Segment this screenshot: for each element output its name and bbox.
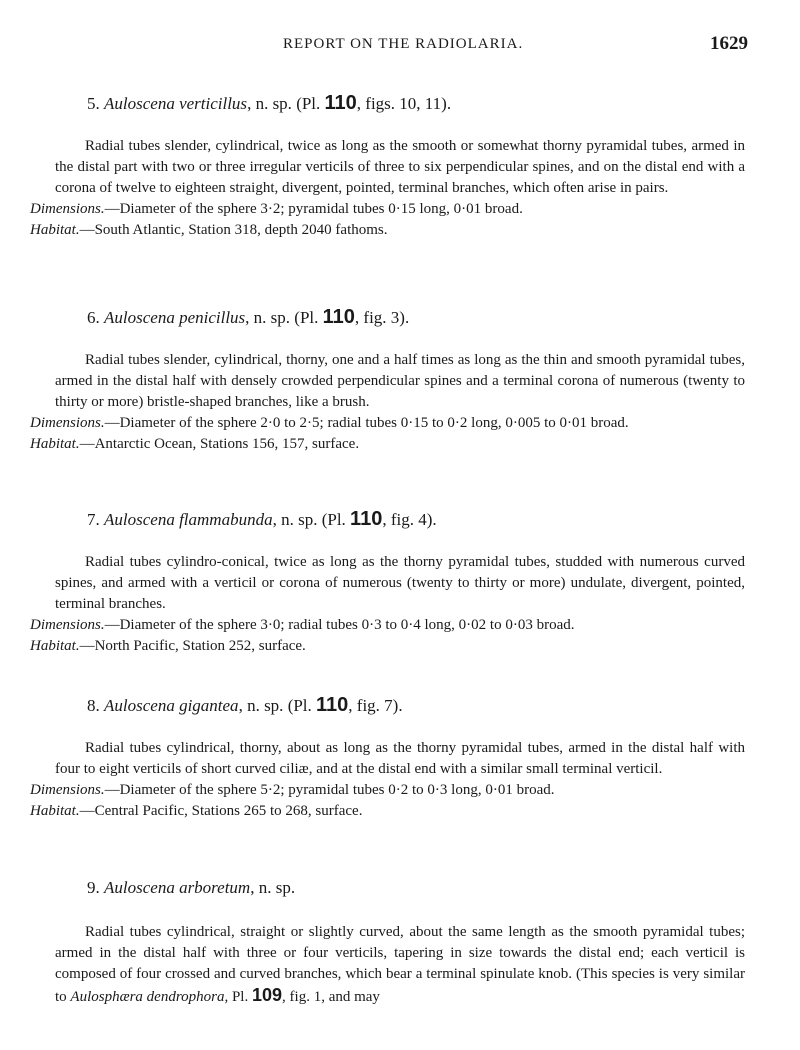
species-heading <box>0 508 800 532</box>
dimensions-line <box>0 780 690 801</box>
dimensions-line <box>0 615 690 636</box>
species-name: Auloscena verticillus <box>104 94 248 113</box>
species-description: Radial tubes slender, cylindrical, thorny, one and a half times as long as the thin and smooth pyramidal tubes, armed in the distal half with densely crowded perpendicular spines and a terminal corona of numerous (twenty to thirty or more) bristle-shaped branches, like a brush. <box>55 352 745 410</box>
dimensions-text: —Diameter of the sphere 3·2; pyramidal tubes 0·15 long, 0·01 broad. <box>104 201 523 217</box>
dimensions-label: Dimensions. <box>30 415 105 431</box>
species-number: 7. <box>87 510 100 529</box>
description-text: Radial tubes cylindrical, straight or slightly curved, about the same length as the smooth pyramidal tubes; armed in the distal half with three or four verticils, tapering in size towards the distal end; each verticil is composed of four crossed and curved branches, which bear a terminal spinulate knob. (This species is very similar to <box>55 924 745 1005</box>
plate-prefix: (Pl. <box>287 696 312 715</box>
species-heading <box>0 92 800 116</box>
plate-prefix: (Pl. <box>296 94 321 113</box>
species-number: 6. <box>87 308 100 327</box>
plate-suffix: , fig. 4). <box>382 510 437 529</box>
species-entry-6 <box>0 306 800 455</box>
plate-number: 110 <box>324 92 357 114</box>
plate-number: 110 <box>350 508 383 530</box>
species-entry-9 <box>0 878 800 1008</box>
species-name: Auloscena penicillus <box>104 308 246 327</box>
habitat-line <box>0 636 690 657</box>
habitat-label: Habitat. <box>30 436 80 452</box>
species-number: 5. <box>87 94 100 113</box>
species-number: 8. <box>87 696 100 715</box>
species-description <box>55 922 745 1008</box>
dimensions-text: —Diameter of the sphere 2·0 to 2·5; radial tubes 0·15 to 0·2 long, 0·005 to 0·01 broad. <box>104 415 629 431</box>
species-entry-5 <box>0 92 800 241</box>
species-entry-7 <box>0 508 800 657</box>
habitat-text: —Antarctic Ocean, Stations 156, 157, surface. <box>79 436 360 452</box>
habitat-label: Habitat. <box>30 638 80 654</box>
species-status: , n. sp. <box>247 94 292 113</box>
species-description: Radial tubes cylindrical, thorny, about as long as the thorny pyramidal tubes, armed in the distal half with four to eight verticils of short curved ciliæ, and at the distal end with a similar small terminal verticil. <box>55 740 745 777</box>
running-title: REPORT ON THE RADIOLARIA. <box>283 36 524 52</box>
description-text-continued: , Pl. <box>224 989 252 1005</box>
compared-species-name: Aulosphæra dendrophora <box>70 989 225 1005</box>
dimensions-label: Dimensions. <box>30 782 105 798</box>
species-status: , n. sp. <box>238 696 284 715</box>
habitat-line <box>0 220 690 241</box>
habitat-line <box>0 801 690 822</box>
habitat-text: —South Atlantic, Station 318, depth 2040 fathoms. <box>79 222 388 238</box>
habitat-text: —North Pacific, Station 252, surface. <box>79 638 306 654</box>
plate-number: 109 <box>251 985 283 1005</box>
dimensions-line <box>0 413 690 434</box>
plate-number: 110 <box>316 694 349 716</box>
habitat-text: —Central Pacific, Stations 265 to 268, surface. <box>79 803 363 819</box>
species-heading <box>0 306 800 330</box>
species-status: , n. sp. <box>272 510 318 529</box>
plate-prefix: (Pl. <box>294 308 319 327</box>
species-heading <box>0 694 800 718</box>
species-description: Radial tubes slender, cylindrical, twice as long as the smooth or somewhat thorny pyramidal tubes, armed in the distal part with two or three irregular verticils of three to six perpendicular spines, and on the distal end with a corona of twelve to eighteen straight, divergent, pointed, terminal branches, which often arise in pairs. <box>55 138 745 196</box>
species-heading <box>0 878 800 902</box>
species-name: Auloscena flammabunda <box>104 510 273 529</box>
dimensions-label: Dimensions. <box>30 201 105 217</box>
habitat-label: Habitat. <box>30 803 80 819</box>
species-status: , n. sp. <box>245 308 291 327</box>
species-number: 9. <box>87 878 100 897</box>
description-text-end: , fig. 1, and may <box>282 989 380 1005</box>
plate-suffix: , fig. 3). <box>354 308 410 327</box>
plate-prefix: (Pl. <box>321 510 346 529</box>
dimensions-text: —Diameter of the sphere 3·0; radial tubes 0·3 to 0·4 long, 0·02 to 0·03 broad. <box>104 617 575 633</box>
habitat-line <box>0 434 690 455</box>
species-entry-8 <box>0 694 800 822</box>
dimensions-label: Dimensions. <box>30 617 105 633</box>
plate-suffix: , fig. 7). <box>348 696 403 715</box>
dimensions-line <box>0 199 690 220</box>
species-description: Radial tubes cylindro-conical, twice as long as the thorny pyramidal tubes, studded with numerous curved spines, and armed with a verticil or corona of numerous (twenty to thirty or more) undulate, divergent, pointed, terminal branches. <box>55 554 745 612</box>
species-status: , n. sp. <box>250 878 296 897</box>
habitat-label: Habitat. <box>30 222 80 238</box>
plate-number: 110 <box>322 306 355 328</box>
dimensions-text: —Diameter of the sphere 5·2; pyramidal tubes 0·2 to 0·3 long, 0·01 broad. <box>104 782 555 798</box>
plate-suffix: , figs. 10, 11). <box>356 94 452 113</box>
species-name: Auloscena gigantea <box>104 696 239 715</box>
species-name: Auloscena arboretum <box>104 878 251 897</box>
page-number: 1629 <box>710 33 748 54</box>
